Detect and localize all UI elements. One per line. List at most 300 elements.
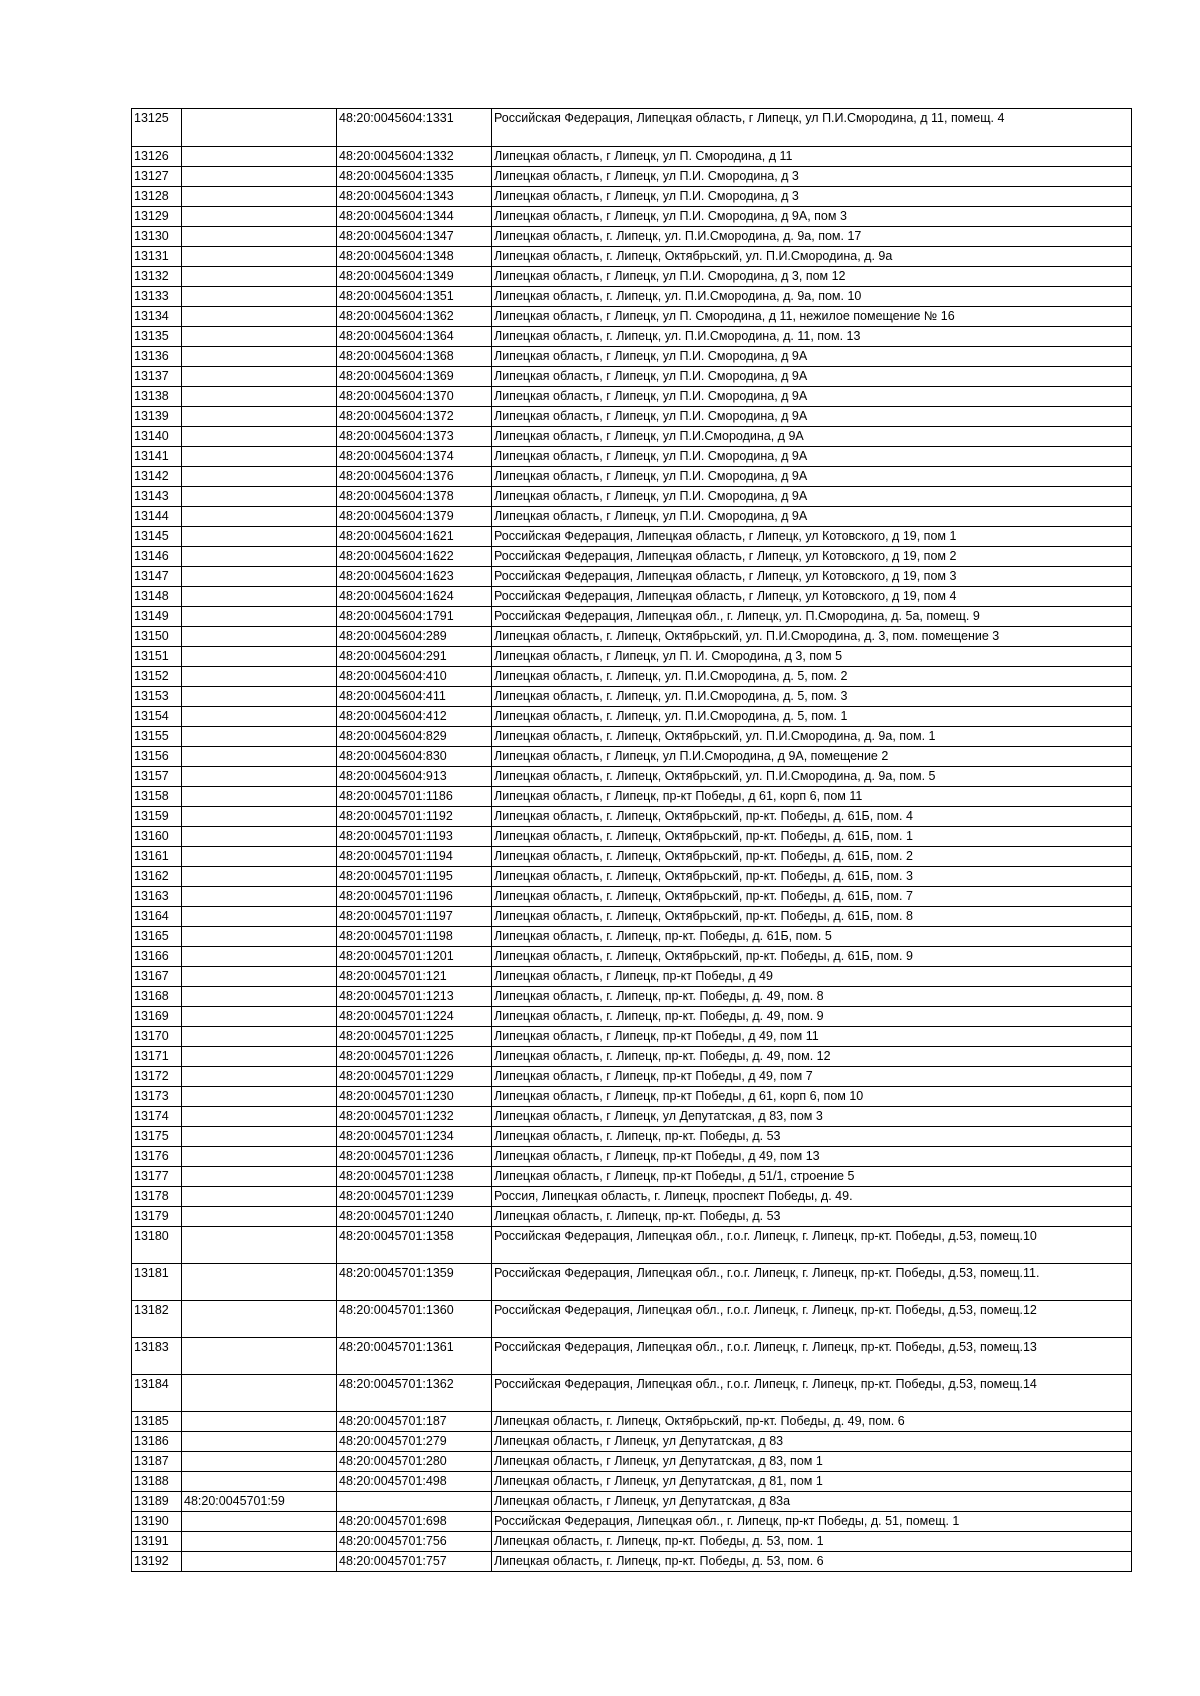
table-row — [132, 247, 1132, 267]
row-number-cell: 13192 — [132, 1552, 182, 1572]
object-cadastral-number-cell: 48:20:0045604:411 — [337, 687, 492, 707]
parcel-cadastral-number-cell — [182, 687, 337, 707]
parcel-cadastral-number-cell — [182, 1301, 337, 1338]
table-row — [132, 1107, 1132, 1127]
parcel-cadastral-number-cell — [182, 1207, 337, 1227]
address-cell: Липецкая область, г. Липецк, Октябрьский, пр-кт. Победы, д. 61Б, пом. 8 — [492, 907, 1132, 927]
object-cadastral-number-cell: 48:20:0045604:1376 — [337, 467, 492, 487]
row-number-cell: 13187 — [132, 1452, 182, 1472]
object-cadastral-number-cell: 48:20:0045604:410 — [337, 667, 492, 687]
parcel-cadastral-number-cell — [182, 1472, 337, 1492]
parcel-cadastral-number-cell — [182, 147, 337, 167]
object-cadastral-number-cell: 48:20:0045604:1378 — [337, 487, 492, 507]
parcel-cadastral-number-cell — [182, 767, 337, 787]
row-number-cell: 13144 — [132, 507, 182, 527]
address-cell: Российская Федерация, Липецкая обл., г.о.г. Липецк, г. Липецк, пр-кт. Победы, д.53, помещ.13 — [492, 1338, 1132, 1375]
address-cell: Российская Федерация, Липецкая обл., г. Липецк, ул. П.Смородина, д. 5а, помещ. 9 — [492, 607, 1132, 627]
object-cadastral-number-cell: 48:20:0045701:1361 — [337, 1338, 492, 1375]
parcel-cadastral-number-cell — [182, 187, 337, 207]
parcel-cadastral-number-cell — [182, 347, 337, 367]
table-row — [132, 207, 1132, 227]
table-row — [132, 807, 1132, 827]
parcel-cadastral-number-cell — [182, 1412, 337, 1432]
table-row — [132, 727, 1132, 747]
parcel-cadastral-number-cell — [182, 307, 337, 327]
row-number-cell: 13181 — [132, 1264, 182, 1301]
object-cadastral-number-cell: 48:20:0045701:1362 — [337, 1375, 492, 1412]
object-cadastral-number-cell: 48:20:0045701:756 — [337, 1532, 492, 1552]
address-cell: Российская Федерация, Липецкая область, г Липецк, ул П.И.Смородина, д 11, помещ. 4 — [492, 109, 1132, 147]
table-row — [132, 607, 1132, 627]
address-cell: Российская Федерация, Липецкая обл., г.о.г. Липецк, г. Липецк, пр-кт. Победы, д.53, помещ.10 — [492, 1227, 1132, 1264]
row-number-cell: 13176 — [132, 1147, 182, 1167]
parcel-cadastral-number-cell — [182, 327, 337, 347]
parcel-cadastral-number-cell — [182, 747, 337, 767]
row-number-cell: 13183 — [132, 1338, 182, 1375]
table-row — [132, 647, 1132, 667]
row-number-cell: 13133 — [132, 287, 182, 307]
row-number-cell: 13188 — [132, 1472, 182, 1492]
table-row — [132, 447, 1132, 467]
address-cell: Липецкая область, г Липецк, ул П.И. Смородина, д 9А — [492, 487, 1132, 507]
table-row — [132, 847, 1132, 867]
parcel-cadastral-number-cell — [182, 227, 337, 247]
row-number-cell: 13128 — [132, 187, 182, 207]
address-cell: Липецкая область, г Липецк, ул П.И. Смородина, д 9А — [492, 407, 1132, 427]
row-number-cell: 13132 — [132, 267, 182, 287]
table-row — [132, 1375, 1132, 1412]
address-cell: Липецкая область, г Липецк, ул П.И. Смородина, д 9А — [492, 387, 1132, 407]
table-row — [132, 767, 1132, 787]
row-number-cell: 13180 — [132, 1227, 182, 1264]
row-number-cell: 13169 — [132, 1007, 182, 1027]
table-row — [132, 1207, 1132, 1227]
table-row — [132, 907, 1132, 927]
row-number-cell: 13190 — [132, 1512, 182, 1532]
object-cadastral-number-cell: 48:20:0045701:1359 — [337, 1264, 492, 1301]
table-row — [132, 327, 1132, 347]
row-number-cell: 13150 — [132, 627, 182, 647]
object-cadastral-number-cell: 48:20:0045701:1201 — [337, 947, 492, 967]
address-cell: Липецкая область, г. Липецк, Октябрьский, пр-кт. Победы, д. 49, пом. 6 — [492, 1412, 1132, 1432]
row-number-cell: 13178 — [132, 1187, 182, 1207]
object-cadastral-number-cell: 48:20:0045701:1229 — [337, 1067, 492, 1087]
address-cell: Липецкая область, г. Липецк, пр-кт. Победы, д. 53 — [492, 1207, 1132, 1227]
row-number-cell: 13186 — [132, 1432, 182, 1452]
object-cadastral-number-cell: 48:20:0045701:1196 — [337, 887, 492, 907]
table-row — [132, 567, 1132, 587]
row-number-cell: 13158 — [132, 787, 182, 807]
address-cell: Российская Федерация, Липецкая обл., г.о.г. Липецк, г. Липецк, пр-кт. Победы, д.53, помещ.14 — [492, 1375, 1132, 1412]
object-cadastral-number-cell: 48:20:0045701:1238 — [337, 1167, 492, 1187]
table-row — [132, 827, 1132, 847]
row-number-cell: 13136 — [132, 347, 182, 367]
row-number-cell: 13171 — [132, 1047, 182, 1067]
table-row — [132, 109, 1132, 147]
table-row — [132, 147, 1132, 167]
address-cell: Липецкая область, г Липецк, ул Депутатская, д 83 — [492, 1432, 1132, 1452]
table-row — [132, 1338, 1132, 1375]
parcel-cadastral-number-cell — [182, 887, 337, 907]
address-cell: Липецкая область, г. Липецк, Октябрьский, ул. П.И.Смородина, д. 3, пом. помещение 3 — [492, 627, 1132, 647]
table-row — [132, 1492, 1132, 1512]
object-cadastral-number-cell: 48:20:0045701:1194 — [337, 847, 492, 867]
row-number-cell: 13165 — [132, 927, 182, 947]
object-cadastral-number-cell: 48:20:0045701:1213 — [337, 987, 492, 1007]
address-cell: Российская Федерация, Липецкая обл., г.о.г. Липецк, г. Липецк, пр-кт. Победы, д.53, помещ.12 — [492, 1301, 1132, 1338]
address-cell: Российская Федерация, Липецкая обл., г.о.г. Липецк, г. Липецк, пр-кт. Победы, д.53, помещ.11. — [492, 1264, 1132, 1301]
row-number-cell: 13138 — [132, 387, 182, 407]
address-cell: Липецкая область, г. Липецк, пр-кт. Победы, д. 61Б, пом. 5 — [492, 927, 1132, 947]
table-row — [132, 987, 1132, 1007]
object-cadastral-number-cell: 48:20:0045604:829 — [337, 727, 492, 747]
parcel-cadastral-number-cell — [182, 467, 337, 487]
table-row — [132, 867, 1132, 887]
object-cadastral-number-cell: 48:20:0045701:1198 — [337, 927, 492, 947]
address-cell: Липецкая область, г Липецк, ул Депутатская, д 83, пом 1 — [492, 1452, 1132, 1472]
parcel-cadastral-number-cell — [182, 527, 337, 547]
table-row — [132, 1147, 1132, 1167]
table-row — [132, 1027, 1132, 1047]
object-cadastral-number-cell: 48:20:0045604:1349 — [337, 267, 492, 287]
parcel-cadastral-number-cell — [182, 1187, 337, 1207]
row-number-cell: 13130 — [132, 227, 182, 247]
table-row — [132, 187, 1132, 207]
table-row — [132, 1127, 1132, 1147]
address-cell: Липецкая область, г. Липецк, ул. П.И.Смородина, д. 9а, пом. 10 — [492, 287, 1132, 307]
address-cell: Российская Федерация, Липецкая область, г Липецк, ул Котовского, д 19, пом 1 — [492, 527, 1132, 547]
address-cell: Липецкая область, г Липецк, ул Депутатская, д 83, пом 3 — [492, 1107, 1132, 1127]
table-row — [132, 1227, 1132, 1264]
table-row — [132, 1007, 1132, 1027]
object-cadastral-number-cell — [337, 1492, 492, 1512]
table-row — [132, 367, 1132, 387]
parcel-cadastral-number-cell — [182, 567, 337, 587]
object-cadastral-number-cell: 48:20:0045701:1360 — [337, 1301, 492, 1338]
address-cell: Липецкая область, г Липецк, ул П. Смородина, д 11, нежилое помещение № 16 — [492, 307, 1132, 327]
parcel-cadastral-number-cell — [182, 1452, 337, 1472]
object-cadastral-number-cell: 48:20:0045604:291 — [337, 647, 492, 667]
row-number-cell: 13172 — [132, 1067, 182, 1087]
parcel-cadastral-number-cell — [182, 727, 337, 747]
object-cadastral-number-cell: 48:20:0045604:1373 — [337, 427, 492, 447]
table-row — [132, 887, 1132, 907]
parcel-cadastral-number-cell — [182, 427, 337, 447]
address-cell: Липецкая область, г Липецк, ул П.И. Смородина, д 9А — [492, 367, 1132, 387]
row-number-cell: 13164 — [132, 907, 182, 927]
object-cadastral-number-cell: 48:20:0045701:1232 — [337, 1107, 492, 1127]
address-cell: Россия, Липецкая область, г. Липецк, проспект Победы, д. 49. — [492, 1187, 1132, 1207]
parcel-cadastral-number-cell — [182, 707, 337, 727]
row-number-cell: 13155 — [132, 727, 182, 747]
object-cadastral-number-cell: 48:20:0045604:830 — [337, 747, 492, 767]
row-number-cell: 13131 — [132, 247, 182, 267]
table-row — [132, 1432, 1132, 1452]
parcel-cadastral-number-cell — [182, 1047, 337, 1067]
object-cadastral-number-cell: 48:20:0045701:1224 — [337, 1007, 492, 1027]
row-number-cell: 13163 — [132, 887, 182, 907]
object-cadastral-number-cell: 48:20:0045604:1623 — [337, 567, 492, 587]
address-cell: Липецкая область, г Липецк, пр-кт Победы, д 49 — [492, 967, 1132, 987]
table-row — [132, 167, 1132, 187]
table-row — [132, 1472, 1132, 1492]
table-row — [132, 967, 1132, 987]
row-number-cell: 13153 — [132, 687, 182, 707]
address-cell: Российская Федерация, Липецкая область, г Липецк, ул Котовского, д 19, пом 3 — [492, 567, 1132, 587]
parcel-cadastral-number-cell — [182, 807, 337, 827]
parcel-cadastral-number-cell — [182, 607, 337, 627]
object-cadastral-number-cell: 48:20:0045701:1195 — [337, 867, 492, 887]
address-cell: Липецкая область, г. Липецк, ул. П.И.Смородина, д. 5, пом. 1 — [492, 707, 1132, 727]
parcel-cadastral-number-cell — [182, 667, 337, 687]
row-number-cell: 13182 — [132, 1301, 182, 1338]
address-cell: Липецкая область, г Липецк, пр-кт Победы, д 61, корп 6, пом 11 — [492, 787, 1132, 807]
address-cell: Липецкая область, г. Липецк, Октябрьский, ул. П.И.Смородина, д. 9а, пом. 1 — [492, 727, 1132, 747]
table-row — [132, 547, 1132, 567]
row-number-cell: 13126 — [132, 147, 182, 167]
table-row — [132, 467, 1132, 487]
row-number-cell: 13143 — [132, 487, 182, 507]
parcel-cadastral-number-cell — [182, 627, 337, 647]
object-cadastral-number-cell: 48:20:0045604:1344 — [337, 207, 492, 227]
object-cadastral-number-cell: 48:20:0045701:280 — [337, 1452, 492, 1472]
object-cadastral-number-cell: 48:20:0045604:1624 — [337, 587, 492, 607]
row-number-cell: 13146 — [132, 547, 182, 567]
row-number-cell: 13157 — [132, 767, 182, 787]
table-row — [132, 287, 1132, 307]
object-cadastral-number-cell: 48:20:0045701:1225 — [337, 1027, 492, 1047]
row-number-cell: 13147 — [132, 567, 182, 587]
table-row — [132, 1067, 1132, 1087]
row-number-cell: 13154 — [132, 707, 182, 727]
address-cell: Липецкая область, г. Липецк, Октябрьский, пр-кт. Победы, д. 61Б, пом. 7 — [492, 887, 1132, 907]
table-row — [132, 527, 1132, 547]
object-cadastral-number-cell: 48:20:0045604:1332 — [337, 147, 492, 167]
row-number-cell: 13151 — [132, 647, 182, 667]
parcel-cadastral-number-cell — [182, 287, 337, 307]
row-number-cell: 13161 — [132, 847, 182, 867]
object-cadastral-number-cell: 48:20:0045701:1192 — [337, 807, 492, 827]
address-cell: Липецкая область, г Липецк, пр-кт Победы, д 49, пом 7 — [492, 1067, 1132, 1087]
table-row — [132, 747, 1132, 767]
object-cadastral-number-cell: 48:20:0045604:1362 — [337, 307, 492, 327]
parcel-cadastral-number-cell — [182, 1532, 337, 1552]
table-row — [132, 1452, 1132, 1472]
row-number-cell: 13159 — [132, 807, 182, 827]
object-cadastral-number-cell: 48:20:0045604:1621 — [337, 527, 492, 547]
address-cell: Липецкая область, г Липецк, ул П.И. Смородина, д 3 — [492, 187, 1132, 207]
table-row — [132, 1167, 1132, 1187]
row-number-cell: 13141 — [132, 447, 182, 467]
address-cell: Липецкая область, г Липецк, ул П. Смородина, д 11 — [492, 147, 1132, 167]
row-number-cell: 13140 — [132, 427, 182, 447]
parcel-cadastral-number-cell — [182, 1067, 337, 1087]
object-cadastral-number-cell: 48:20:0045604:1379 — [337, 507, 492, 527]
parcel-cadastral-number-cell: 48:20:0045701:59 — [182, 1492, 337, 1512]
address-cell: Липецкая область, г. Липецк, пр-кт. Победы, д. 49, пом. 12 — [492, 1047, 1132, 1067]
address-cell: Липецкая область, г. Липецк, пр-кт. Победы, д. 53, пом. 6 — [492, 1552, 1132, 1572]
table-row — [132, 307, 1132, 327]
row-number-cell: 13167 — [132, 967, 182, 987]
parcel-cadastral-number-cell — [182, 407, 337, 427]
parcel-cadastral-number-cell — [182, 447, 337, 467]
row-number-cell: 13173 — [132, 1087, 182, 1107]
table-row — [132, 667, 1132, 687]
table-row — [132, 947, 1132, 967]
address-cell: Липецкая область, г. Липецк, ул. П.И.Смородина, д. 5, пом. 2 — [492, 667, 1132, 687]
object-cadastral-number-cell: 48:20:0045701:1197 — [337, 907, 492, 927]
row-number-cell: 13185 — [132, 1412, 182, 1432]
object-cadastral-number-cell: 48:20:0045604:1343 — [337, 187, 492, 207]
address-cell: Липецкая область, г. Липецк, Октябрьский, пр-кт. Победы, д. 61Б, пом. 1 — [492, 827, 1132, 847]
address-cell: Липецкая область, г Липецк, пр-кт Победы, д 51/1, строение 5 — [492, 1167, 1132, 1187]
row-number-cell: 13125 — [132, 109, 182, 147]
parcel-cadastral-number-cell — [182, 487, 337, 507]
parcel-cadastral-number-cell — [182, 1432, 337, 1452]
address-cell: Липецкая область, г Липецк, пр-кт Победы, д 61, корп 6, пом 10 — [492, 1087, 1132, 1107]
parcel-cadastral-number-cell — [182, 827, 337, 847]
row-number-cell: 13127 — [132, 167, 182, 187]
parcel-cadastral-number-cell — [182, 547, 337, 567]
object-cadastral-number-cell: 48:20:0045701:498 — [337, 1472, 492, 1492]
object-cadastral-number-cell: 48:20:0045701:1239 — [337, 1187, 492, 1207]
table-row — [132, 267, 1132, 287]
object-cadastral-number-cell: 48:20:0045604:1368 — [337, 347, 492, 367]
address-cell: Липецкая область, г Липецк, ул Депутатская, д 83а — [492, 1492, 1132, 1512]
object-cadastral-number-cell: 48:20:0045604:1351 — [337, 287, 492, 307]
parcel-cadastral-number-cell — [182, 947, 337, 967]
table-row — [132, 227, 1132, 247]
registry-table-body — [132, 109, 1132, 1572]
table-row — [132, 1301, 1132, 1338]
address-cell: Липецкая область, г. Липецк, Октябрьский, пр-кт. Победы, д. 61Б, пом. 2 — [492, 847, 1132, 867]
row-number-cell: 13174 — [132, 1107, 182, 1127]
object-cadastral-number-cell: 48:20:0045701:757 — [337, 1552, 492, 1572]
address-cell: Липецкая область, г. Липецк, пр-кт. Победы, д. 53 — [492, 1127, 1132, 1147]
address-cell: Российская Федерация, Липецкая область, г Липецк, ул Котовского, д 19, пом 4 — [492, 587, 1132, 607]
object-cadastral-number-cell: 48:20:0045701:1240 — [337, 1207, 492, 1227]
object-cadastral-number-cell: 48:20:0045604:1335 — [337, 167, 492, 187]
object-cadastral-number-cell: 48:20:0045604:289 — [337, 627, 492, 647]
table-row — [132, 1047, 1132, 1067]
address-cell: Липецкая область, г Липецк, пр-кт Победы, д 49, пом 13 — [492, 1147, 1132, 1167]
row-number-cell: 13145 — [132, 527, 182, 547]
table-row — [132, 1087, 1132, 1107]
object-cadastral-number-cell: 48:20:0045604:1372 — [337, 407, 492, 427]
parcel-cadastral-number-cell — [182, 927, 337, 947]
address-cell: Липецкая область, г Липецк, ул П.И. Смородина, д 3 — [492, 167, 1132, 187]
parcel-cadastral-number-cell — [182, 387, 337, 407]
row-number-cell: 13177 — [132, 1167, 182, 1187]
address-cell: Российская Федерация, Липецкая обл., г. Липецк, пр-кт Победы, д. 51, помещ. 1 — [492, 1512, 1132, 1532]
parcel-cadastral-number-cell — [182, 247, 337, 267]
table-row — [132, 587, 1132, 607]
parcel-cadastral-number-cell — [182, 1007, 337, 1027]
parcel-cadastral-number-cell — [182, 847, 337, 867]
parcel-cadastral-number-cell — [182, 1167, 337, 1187]
parcel-cadastral-number-cell — [182, 1512, 337, 1532]
object-cadastral-number-cell: 48:20:0045701:121 — [337, 967, 492, 987]
table-row — [132, 347, 1132, 367]
object-cadastral-number-cell: 48:20:0045701:279 — [337, 1432, 492, 1452]
parcel-cadastral-number-cell — [182, 1027, 337, 1047]
address-cell: Липецкая область, г. Липецк, пр-кт. Победы, д. 49, пом. 8 — [492, 987, 1132, 1007]
parcel-cadastral-number-cell — [182, 967, 337, 987]
address-cell: Липецкая область, г. Липецк, Октябрьский, ул. П.И.Смородина, д. 9а, пом. 5 — [492, 767, 1132, 787]
address-cell: Липецкая область, г. Липецк, ул. П.И.Смородина, д. 11, пом. 13 — [492, 327, 1132, 347]
parcel-cadastral-number-cell — [182, 787, 337, 807]
row-number-cell: 13168 — [132, 987, 182, 1007]
row-number-cell: 13156 — [132, 747, 182, 767]
object-cadastral-number-cell: 48:20:0045604:1369 — [337, 367, 492, 387]
table-row — [132, 1187, 1132, 1207]
address-cell: Липецкая область, г Липецк, ул П.И. Смородина, д 9А — [492, 447, 1132, 467]
address-cell: Липецкая область, г Липецк, ул П.И.Смородина, д 9А — [492, 427, 1132, 447]
parcel-cadastral-number-cell — [182, 1338, 337, 1375]
table-row — [132, 407, 1132, 427]
parcel-cadastral-number-cell — [182, 267, 337, 287]
table-row — [132, 707, 1132, 727]
object-cadastral-number-cell: 48:20:0045701:1230 — [337, 1087, 492, 1107]
table-row — [132, 1552, 1132, 1572]
object-cadastral-number-cell: 48:20:0045701:1234 — [337, 1127, 492, 1147]
address-cell: Липецкая область, г Липецк, ул Депутатская, д 81, пом 1 — [492, 1472, 1132, 1492]
table-row — [132, 1512, 1132, 1532]
parcel-cadastral-number-cell — [182, 587, 337, 607]
row-number-cell: 13170 — [132, 1027, 182, 1047]
row-number-cell: 13175 — [132, 1127, 182, 1147]
parcel-cadastral-number-cell — [182, 1375, 337, 1412]
row-number-cell: 13142 — [132, 467, 182, 487]
object-cadastral-number-cell: 48:20:0045701:1193 — [337, 827, 492, 847]
address-cell: Липецкая область, г Липецк, ул П.И. Смородина, д 9А — [492, 507, 1132, 527]
row-number-cell: 13160 — [132, 827, 182, 847]
row-number-cell: 13179 — [132, 1207, 182, 1227]
object-cadastral-number-cell: 48:20:0045701:1236 — [337, 1147, 492, 1167]
table-row — [132, 787, 1132, 807]
address-cell: Российская Федерация, Липецкая область, г Липецк, ул Котовского, д 19, пом 2 — [492, 547, 1132, 567]
table-row — [132, 1412, 1132, 1432]
parcel-cadastral-number-cell — [182, 987, 337, 1007]
address-cell: Липецкая область, г. Липецк, Октябрьский, пр-кт. Победы, д. 61Б, пом. 3 — [492, 867, 1132, 887]
table-row — [132, 927, 1132, 947]
object-cadastral-number-cell: 48:20:0045604:1364 — [337, 327, 492, 347]
row-number-cell: 13134 — [132, 307, 182, 327]
object-cadastral-number-cell: 48:20:0045604:1374 — [337, 447, 492, 467]
address-cell: Липецкая область, г. Липецк, Октябрьский, пр-кт. Победы, д. 61Б, пом. 9 — [492, 947, 1132, 967]
row-number-cell: 13162 — [132, 867, 182, 887]
address-cell: Липецкая область, г. Липецк, ул. П.И.Смородина, д. 9а, пом. 17 — [492, 227, 1132, 247]
address-cell: Липецкая область, г Липецк, ул П.И. Смородина, д 3, пом 12 — [492, 267, 1132, 287]
object-cadastral-number-cell: 48:20:0045604:1347 — [337, 227, 492, 247]
address-cell: Липецкая область, г Липецк, ул П.И.Смородина, д 9А, помещение 2 — [492, 747, 1132, 767]
row-number-cell: 13137 — [132, 367, 182, 387]
table-row — [132, 487, 1132, 507]
parcel-cadastral-number-cell — [182, 1147, 337, 1167]
object-cadastral-number-cell: 48:20:0045604:1622 — [337, 547, 492, 567]
parcel-cadastral-number-cell — [182, 647, 337, 667]
address-cell: Липецкая область, г. Липецк, пр-кт. Победы, д. 49, пом. 9 — [492, 1007, 1132, 1027]
row-number-cell: 13152 — [132, 667, 182, 687]
address-cell: Липецкая область, г. Липецк, Октябрьский, пр-кт. Победы, д. 61Б, пом. 4 — [492, 807, 1132, 827]
address-cell: Липецкая область, г Липецк, ул П.И. Смородина, д 9А — [492, 347, 1132, 367]
row-number-cell: 13149 — [132, 607, 182, 627]
address-cell: Липецкая область, г Липецк, ул П. И. Смородина, д 3, пом 5 — [492, 647, 1132, 667]
row-number-cell: 13129 — [132, 207, 182, 227]
table-row — [132, 387, 1132, 407]
parcel-cadastral-number-cell — [182, 167, 337, 187]
parcel-cadastral-number-cell — [182, 109, 337, 147]
